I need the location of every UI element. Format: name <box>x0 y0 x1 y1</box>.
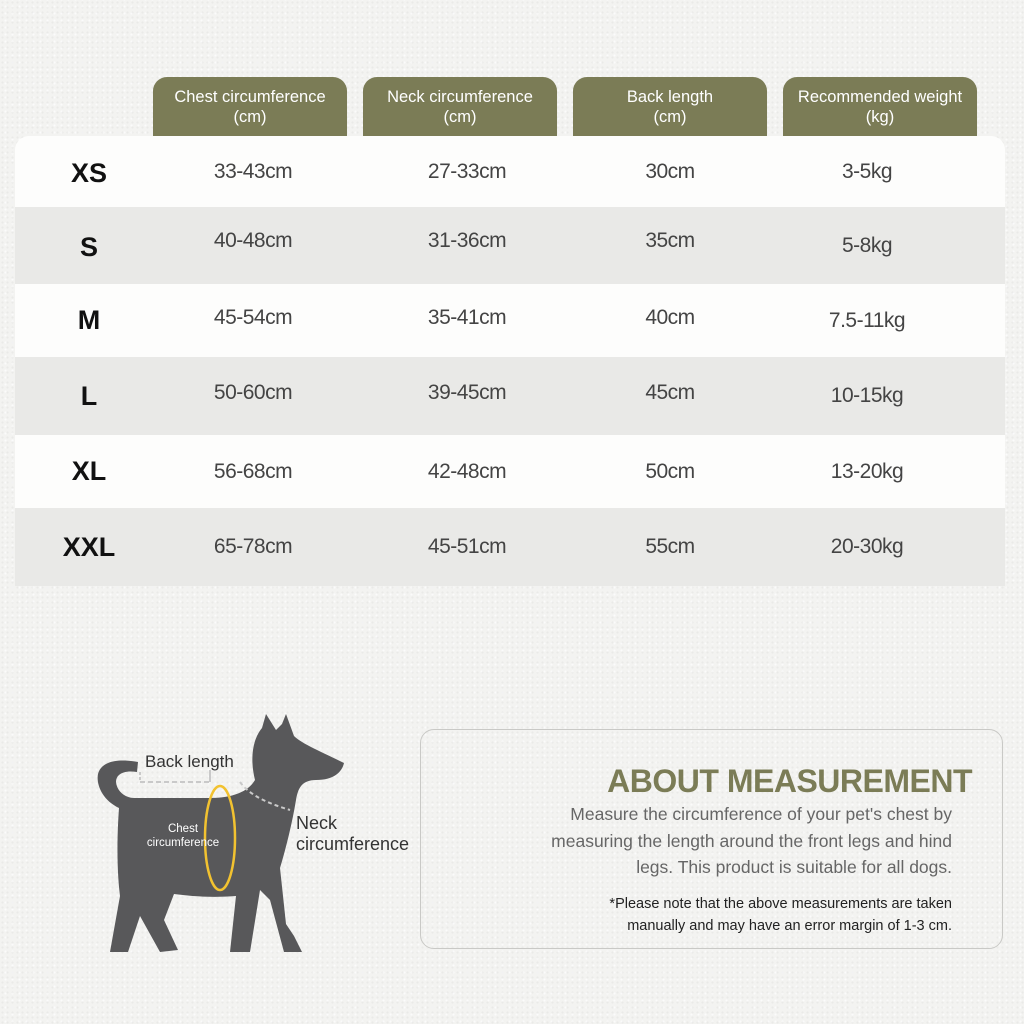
header-neck <box>363 77 557 137</box>
weight-cell: 20-30kg <box>830 535 904 558</box>
chest-label-line1: Chest <box>167 823 199 835</box>
measurement-note <box>532 893 952 937</box>
size-cell: M <box>77 305 101 335</box>
header-weight <box>783 77 977 137</box>
table-row <box>15 284 1005 357</box>
size-cell: XS <box>70 158 108 188</box>
neck-cell: 42-48cm <box>427 459 507 483</box>
header-chest-unit: (cm) <box>233 108 267 126</box>
weight-cell: 10-15kg <box>830 384 904 407</box>
about-line: measuring the length around the front legs and hind <box>551 830 952 851</box>
neck-cell: 31-36cm <box>427 228 507 252</box>
weight-cell: 5-8kg <box>841 233 893 257</box>
neck-label-line2: circumference <box>296 834 410 854</box>
table-row <box>15 136 1005 207</box>
back-cell: 55cm <box>645 535 695 558</box>
back-length-label: Back length <box>145 752 234 771</box>
back-cell: 40cm <box>645 305 695 329</box>
neck-cell: 39-45cm <box>427 381 507 404</box>
size-cell: S <box>79 232 98 262</box>
chest-cell: 65-78cm <box>213 535 293 558</box>
note-line: *Please note that the above measurements are taken <box>609 896 952 912</box>
back-cell: 45cm <box>645 381 695 404</box>
about-measurement-text <box>512 801 952 881</box>
chest-circumference-label <box>123 822 243 850</box>
chest-cell: 50-60cm <box>213 381 293 404</box>
size-chart-headers <box>0 77 1024 137</box>
note-line: manually and may have an error margin of 1-3 cm. <box>627 918 952 934</box>
weight-cell: 3-5kg <box>841 159 893 183</box>
header-neck-unit: (cm) <box>443 108 477 126</box>
back-cell: 30cm <box>645 159 695 183</box>
header-back-unit: (cm) <box>653 108 687 126</box>
size-chart-table <box>15 136 1005 586</box>
header-chest-label: Chest circumference <box>174 88 326 106</box>
neck-cell: 35-41cm <box>427 305 507 329</box>
table-row <box>15 207 1005 284</box>
table-row <box>15 357 1005 435</box>
header-back <box>573 77 767 137</box>
neck-circumference-label <box>296 813 409 855</box>
neck-label-line1: Neck <box>296 813 338 833</box>
dog-measurement-diagram <box>90 700 430 970</box>
chest-cell: 40-48cm <box>213 228 293 252</box>
chest-cell: 56-68cm <box>213 459 293 483</box>
chest-cell: 33-43cm <box>213 159 293 183</box>
neck-cell: 45-51cm <box>427 535 507 558</box>
header-back-label: Back length <box>626 88 714 106</box>
table-row <box>15 435 1005 508</box>
chest-label-line2: circumference <box>146 837 220 849</box>
header-chest <box>153 77 347 137</box>
back-cell: 50cm <box>645 459 695 483</box>
about-line: Measure the circumference of your pet's chest by <box>570 804 952 824</box>
about-line: legs. This product is suitable for all dogs. <box>636 857 952 877</box>
size-cell: L <box>80 380 98 411</box>
header-neck-label: Neck circumference <box>387 88 533 106</box>
chest-cell: 45-54cm <box>213 305 293 329</box>
header-weight-unit: (kg) <box>865 108 895 126</box>
header-weight-label: Recommended weight <box>797 88 963 106</box>
weight-cell: 13-20kg <box>830 459 904 483</box>
back-cell: 35cm <box>645 228 695 252</box>
size-cell: XXL <box>62 531 116 562</box>
about-measurement-title: ABOUT MEASUREMENT <box>607 763 972 799</box>
table-row <box>15 508 1005 586</box>
size-cell: XL <box>71 456 107 486</box>
weight-cell: 7.5-11kg <box>828 308 906 332</box>
neck-cell: 27-33cm <box>427 159 507 183</box>
